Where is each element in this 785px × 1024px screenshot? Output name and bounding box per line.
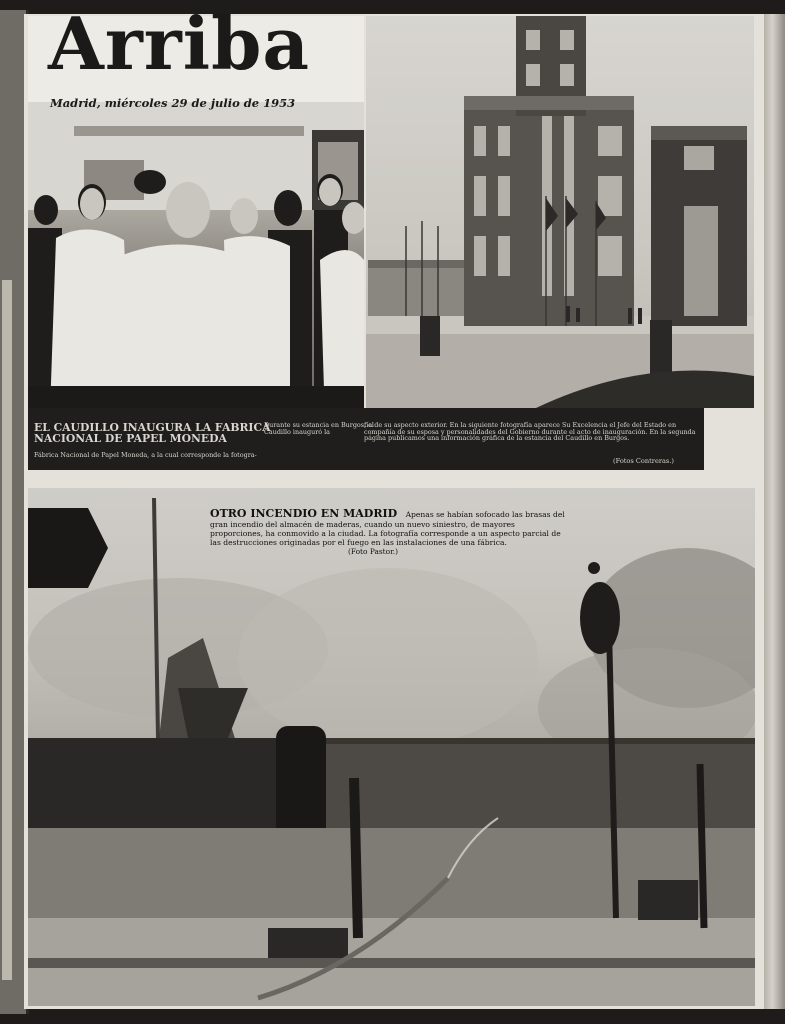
fire-caption-block (210, 508, 570, 557)
top-caption-part2: fía de su aspecto exterior. En la siguiente fotografía aparece Su Excelencia el Jefe del Estado en compañía de su esposa y personalidades del Gobierno durante el acto de inauguración. En la segunda página publicamos una información gráfica de la estancia del Caudillo en Burgos. (364, 421, 696, 443)
bottom-story-headline: OTRO INCENDIO EN MADRID (210, 507, 398, 520)
factory-building-photo (366, 16, 754, 408)
adjacent-page-edge (2, 280, 12, 980)
top-photo-credit: (Fotos Contreras.) (613, 457, 674, 465)
top-caption-part1b: Fábrica Nacional de Papel Moneda, a la cual corresponde la fotogra- (34, 451, 257, 459)
top-caption-part1: Durante su estancia en Burgos, el Caudillo inauguró la (264, 421, 374, 436)
top-story-headline: EL CAUDILLO INAUGURA LA FABRICA NACIONAL DE PAPEL MONEDA (34, 421, 271, 446)
top-caption-band (28, 408, 704, 470)
fire-photo (28, 488, 755, 1006)
page-edge-right (764, 14, 785, 1009)
caudillo-group-photo (28, 90, 364, 412)
bottom-photo-credit: (Foto Pastor.) (348, 546, 399, 556)
dateline: Madrid, miércoles 29 de julio de 1953 (50, 96, 296, 110)
bottom-story-caption: Apenas se habían sofocado las brasas del gran incendio del almacén de maderas, cuando un nuevo siniestro, de mayores proporciones, ha conmovido a la ciudad. La fotografía corresponde a un aspecto parcial de las destrucciones originadas por el fuego en las instalaciones de una fábrica. (210, 510, 565, 547)
newspaper-title: Arriba (48, 1, 311, 86)
